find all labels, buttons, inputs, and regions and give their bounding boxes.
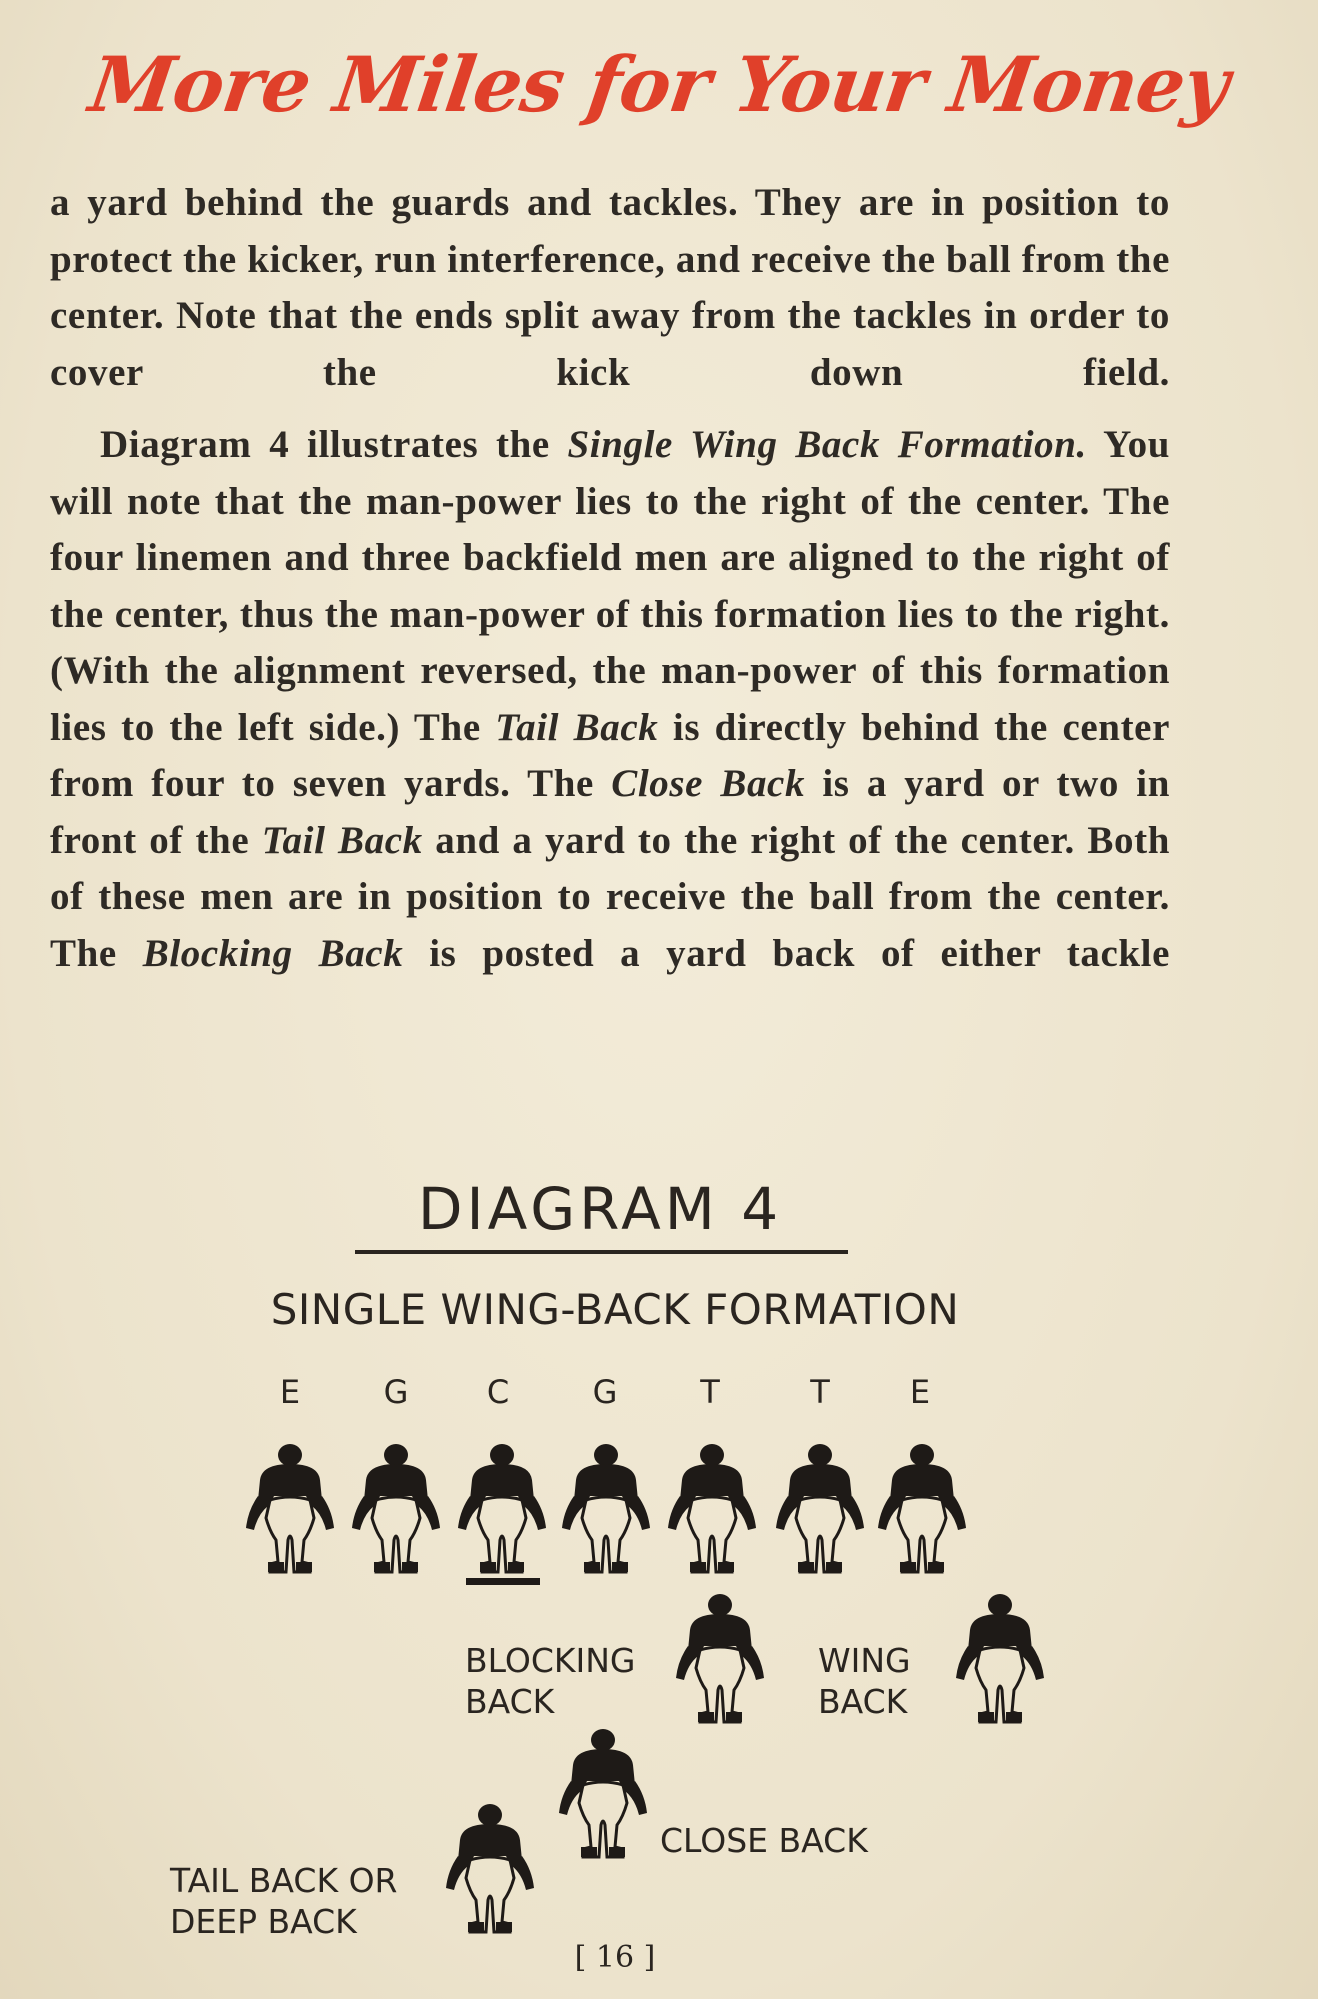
lineman-tackle-left-icon [662, 1440, 762, 1575]
body-text [50, 175, 1170, 982]
position-letter-e-left: E [279, 1373, 301, 1411]
close-back-label: CLOSE BACK [660, 1821, 868, 1860]
position-letter-g-right: G [592, 1373, 618, 1411]
position-letter-t-right: T [810, 1373, 830, 1411]
blocking-back-player-icon [670, 1590, 770, 1725]
lineman-end-left-icon [240, 1440, 340, 1575]
diagram-title: DIAGRAM 4 [417, 1175, 783, 1243]
lineman-center-icon [452, 1440, 552, 1575]
diagram-title-underline [355, 1250, 848, 1254]
close-back-player-icon [553, 1725, 653, 1860]
page-number: [ 16 ] [574, 1940, 656, 1975]
lineman-end-right-icon [872, 1440, 972, 1575]
page-header-title: More Miles for Your Money [84, 40, 1234, 129]
tail-back-label: TAIL BACK OR DEEP BACK [170, 1861, 398, 1941]
lineman-guard-right-icon [556, 1440, 656, 1575]
wing-back-player-icon [950, 1590, 1050, 1725]
tail-back-player-icon [440, 1800, 540, 1935]
blocking-back-label: BLOCKING BACK [465, 1641, 636, 1721]
position-letter-e-right: E [909, 1373, 931, 1411]
diagram-subtitle: SINGLE WING-BACK FORMATION [270, 1285, 960, 1334]
center-ball-line [466, 1578, 540, 1585]
paragraph-1: a yard behind the guards and tackles. They are in position to protect the kicker, run interference, and receive the ball from the center. Note that the ends split away from the tackles in order to cover the kick down field. [50, 181, 1170, 394]
position-letter-c: C [486, 1373, 510, 1411]
lineman-tackle-right-icon [770, 1440, 870, 1575]
position-letter-t-left: T [700, 1373, 720, 1411]
position-letter-g-left: G [383, 1373, 409, 1411]
wing-back-label: WING BACK [818, 1641, 911, 1721]
paragraph-2: Diagram 4 illustrates the Single Wing Back Formation. You will note that the man-power lies to the right of the center. The four linemen and three backfield men are aligned to the right of the center, thus the man-power of this formation lies to the right. (With the alignment reversed, the man-power of this formation lies to the left side.) The Tail Back is directly behind the center from four to seven yards. The Close Back is a yard or two in front of the Tail Back and a yard to the right of the center. Both of these men are in position to receive the ball from the center. The Blocking Back is posted a yard back of either tackle [50, 423, 1171, 975]
lineman-guard-left-icon [346, 1440, 446, 1575]
